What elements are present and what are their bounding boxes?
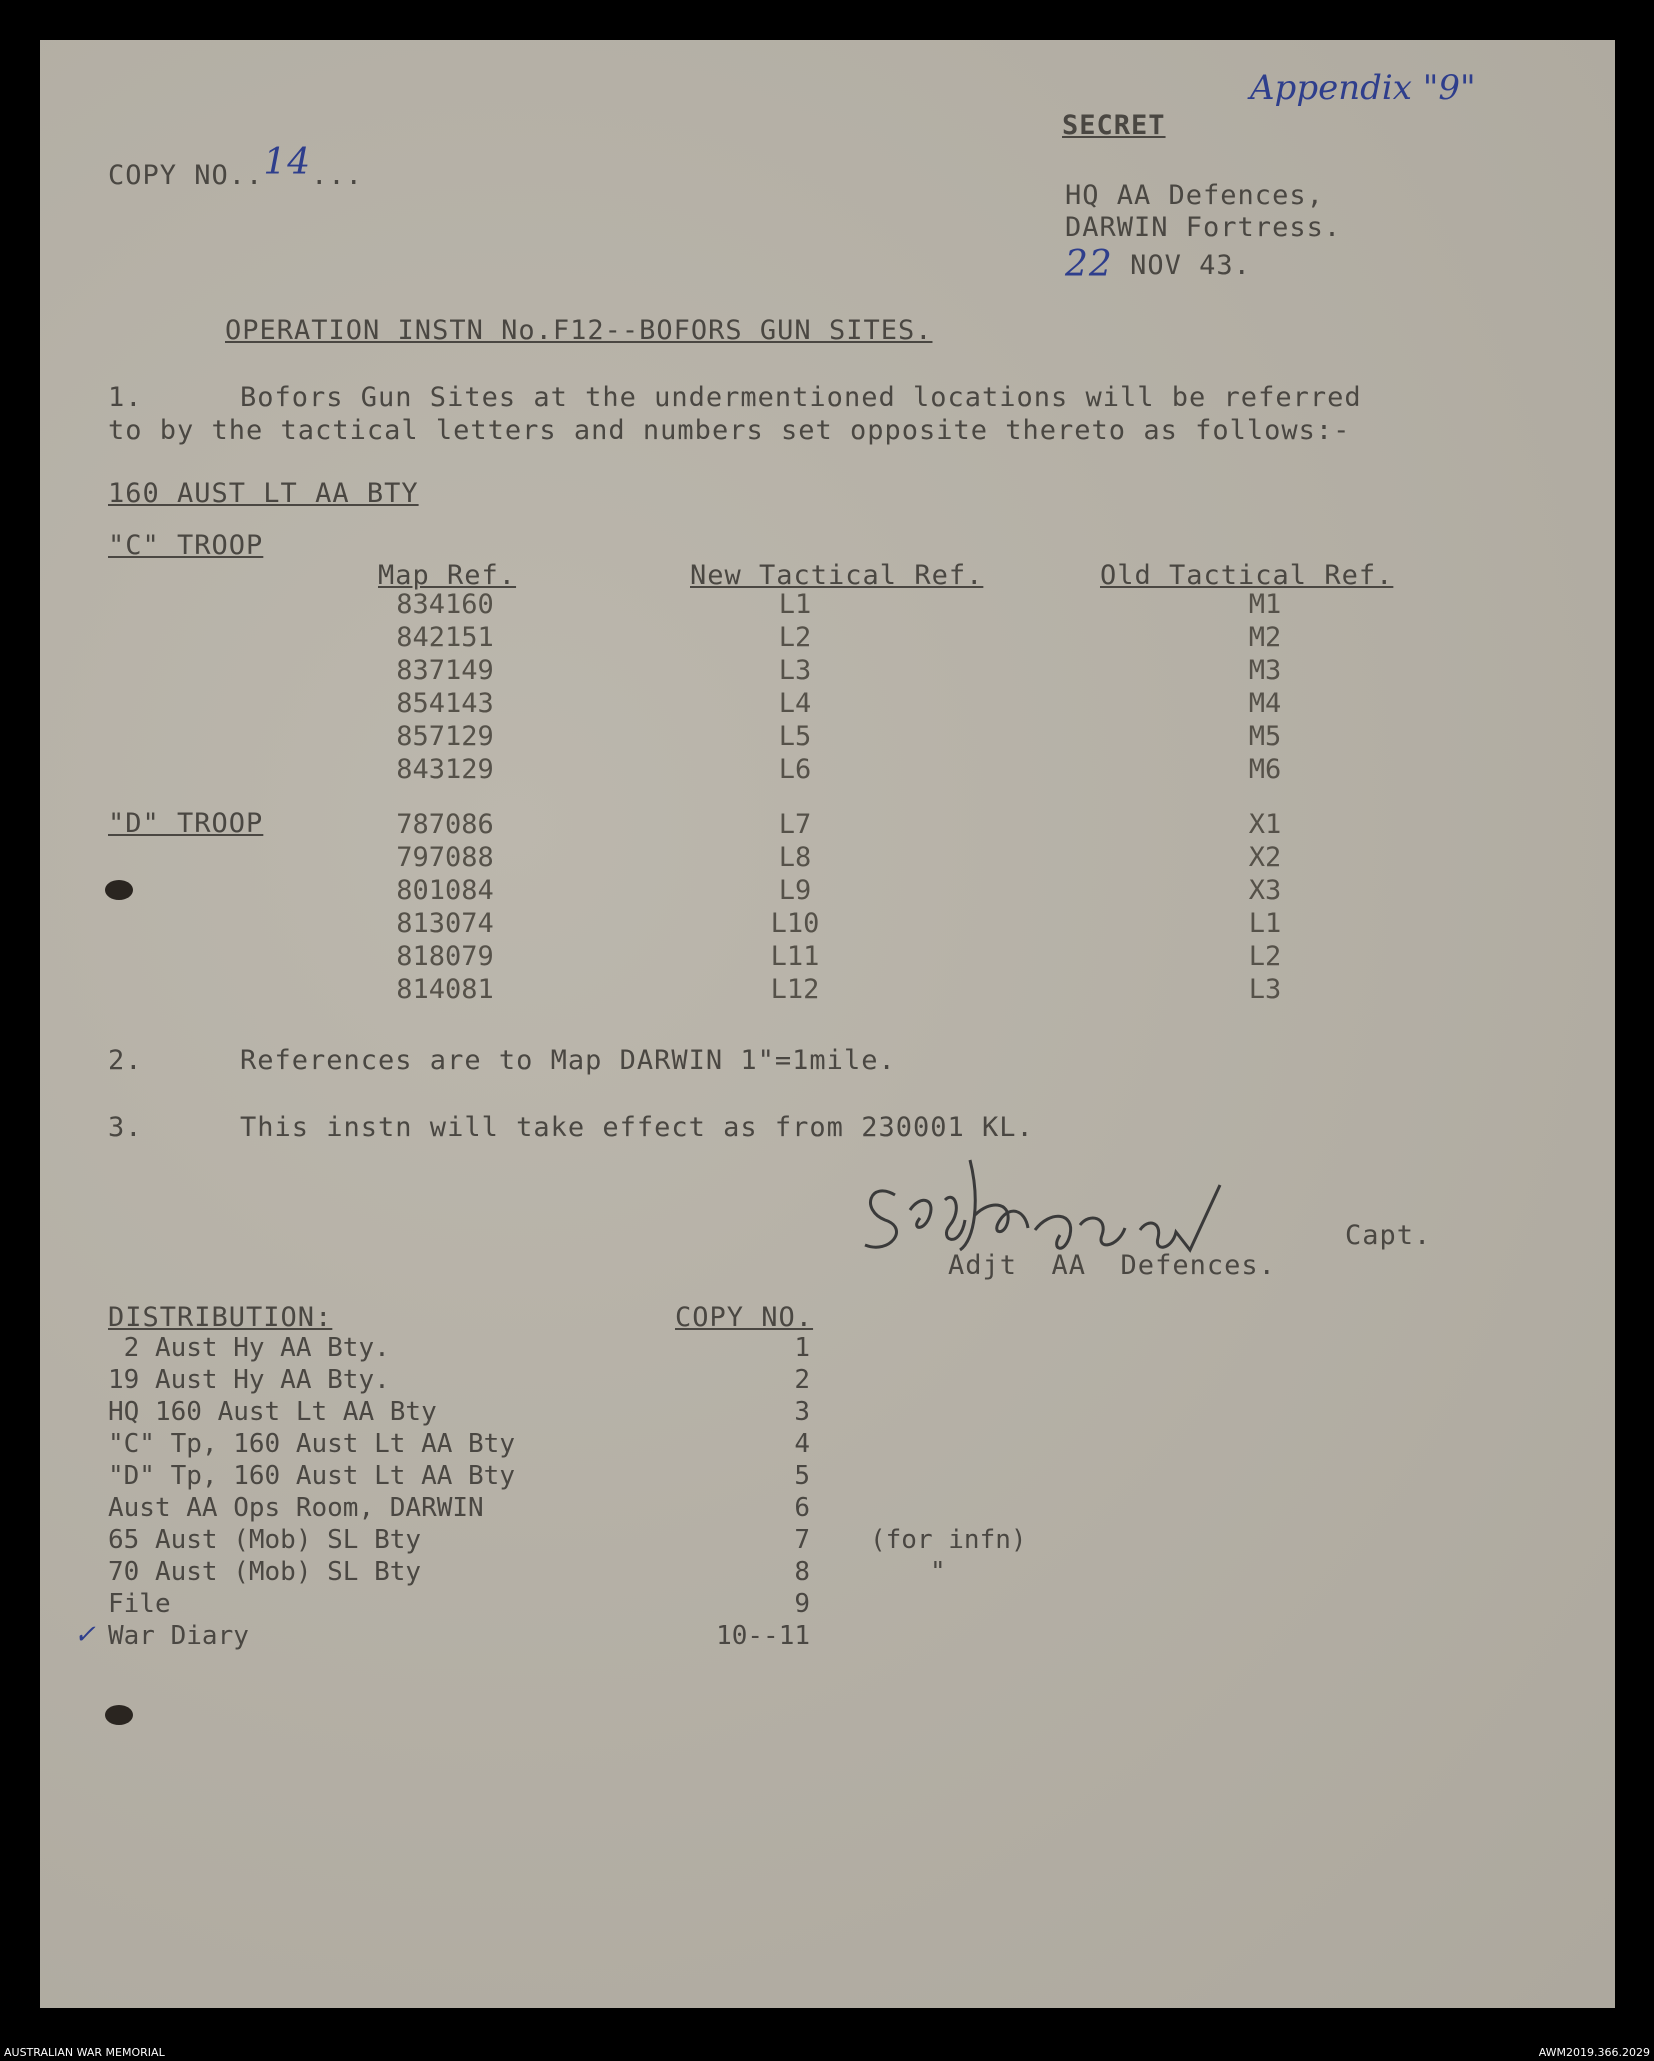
new-tactical-ref: L2 bbox=[778, 622, 812, 653]
new-tactical-ref: L3 bbox=[778, 655, 812, 686]
punch-hole bbox=[105, 880, 133, 900]
old-tactical-ref: M6 bbox=[1248, 754, 1282, 785]
note: " bbox=[930, 1557, 946, 1587]
header-old-tactical-ref: Old Tactical Ref. bbox=[1100, 560, 1394, 591]
distribution-notes bbox=[870, 1332, 1070, 1652]
punch-hole bbox=[105, 1705, 133, 1725]
copy-number: 7 bbox=[794, 1525, 810, 1555]
document-page bbox=[40, 40, 1615, 2008]
new-tactical-ref: L9 bbox=[778, 875, 812, 906]
para-2-text: References are to Map DARWIN 1"=1mile. bbox=[240, 1045, 896, 1076]
header-new-tactical-ref: New Tactical Ref. bbox=[690, 560, 984, 591]
para-1-line-1: Bofors Gun Sites at the undermentioned locations will be referred bbox=[240, 382, 1362, 413]
header-map-ref: Map Ref. bbox=[378, 560, 517, 591]
d-troop-heading: "D" TROOP bbox=[108, 808, 264, 839]
distribution-heading: DISTRIBUTION: bbox=[108, 1302, 333, 1333]
map-ref: 843129 bbox=[396, 754, 494, 785]
map-ref: 854143 bbox=[396, 688, 494, 719]
distribution-recipients bbox=[108, 1332, 628, 1652]
new-tactical-ref: L7 bbox=[778, 809, 812, 840]
old-tactical-ref: L2 bbox=[1248, 941, 1282, 972]
archive-credit: AUSTRALIAN WAR MEMORIAL bbox=[4, 2046, 165, 2059]
para-2-number: 2. bbox=[108, 1045, 143, 1076]
date-day-handwritten: 22 bbox=[1065, 244, 1113, 285]
para-3-text: This instn will take effect as from 230001 KL. bbox=[240, 1112, 1034, 1143]
recipient: 19 Aust Hy AA Bty. bbox=[108, 1365, 390, 1395]
recipient: 65 Aust (Mob) SL Bty bbox=[108, 1525, 422, 1555]
note bbox=[870, 1588, 1070, 1620]
map-ref: 834160 bbox=[396, 589, 494, 620]
document-date: 22 NOV 43. bbox=[1065, 244, 1251, 285]
new-tactical-ref: L5 bbox=[778, 721, 812, 752]
hq-line-1: HQ AA Defences, bbox=[1065, 180, 1324, 211]
copy-number-label: COPY NO..14... bbox=[108, 142, 363, 191]
old-tactical-ref: X3 bbox=[1248, 875, 1282, 906]
copy-number-handwritten: 14 bbox=[263, 142, 312, 183]
new-tactical-ref: L4 bbox=[778, 688, 812, 719]
old-tactical-ref: L3 bbox=[1248, 974, 1282, 1005]
copy-number: 4 bbox=[794, 1429, 810, 1459]
copy-number: 1 bbox=[794, 1333, 810, 1363]
distribution-copy-numbers bbox=[660, 1332, 810, 1652]
note bbox=[870, 1492, 1070, 1524]
signatory-title: Adjt AA Defences. bbox=[948, 1250, 1276, 1281]
map-ref: 857129 bbox=[396, 721, 494, 752]
new-tactical-ref-column bbox=[740, 588, 850, 1006]
recipient: Aust AA Ops Room, DARWIN bbox=[108, 1493, 484, 1523]
map-ref: 814081 bbox=[396, 974, 494, 1005]
map-ref: 797088 bbox=[396, 842, 494, 873]
recipient: "D" Tp, 160 Aust Lt AA Bty bbox=[108, 1461, 515, 1491]
map-ref: 842151 bbox=[396, 622, 494, 653]
copy-number: 2 bbox=[794, 1365, 810, 1395]
old-tactical-ref: X2 bbox=[1248, 842, 1282, 873]
hq-line-2: DARWIN Fortress. bbox=[1065, 212, 1342, 243]
para-1-number: 1. bbox=[108, 382, 143, 413]
old-tactical-ref-column bbox=[1220, 588, 1310, 1006]
new-tactical-ref: L10 bbox=[770, 908, 820, 939]
recipient: File bbox=[108, 1589, 171, 1619]
copy-number: 9 bbox=[794, 1589, 810, 1619]
note: (for infn) bbox=[870, 1525, 1027, 1555]
recipient: War Diary bbox=[108, 1621, 249, 1651]
battery-heading: 160 AUST LT AA BTY bbox=[108, 478, 419, 509]
old-tactical-ref: M5 bbox=[1248, 721, 1282, 752]
map-ref: 818079 bbox=[396, 941, 494, 972]
recipient: 2 Aust Hy AA Bty. bbox=[108, 1333, 390, 1363]
copy-number: 6 bbox=[794, 1493, 810, 1523]
appendix-note: Appendix "9" bbox=[1250, 68, 1476, 108]
new-tactical-ref: L8 bbox=[778, 842, 812, 873]
new-tactical-ref: L11 bbox=[770, 941, 820, 972]
copy-number: 8 bbox=[794, 1557, 810, 1587]
recipient: 70 Aust (Mob) SL Bty bbox=[108, 1557, 422, 1587]
copy-number: 3 bbox=[794, 1397, 810, 1427]
note bbox=[870, 1620, 1070, 1652]
old-tactical-ref: M1 bbox=[1248, 589, 1282, 620]
old-tactical-ref: X1 bbox=[1248, 809, 1282, 840]
new-tactical-ref: L6 bbox=[778, 754, 812, 785]
note bbox=[870, 1396, 1070, 1428]
copy-number-heading: COPY NO. bbox=[675, 1302, 814, 1333]
map-ref: 801084 bbox=[396, 875, 494, 906]
note bbox=[870, 1460, 1070, 1492]
recipient: "C" Tp, 160 Aust Lt AA Bty bbox=[108, 1429, 515, 1459]
c-troop-heading: "C" TROOP bbox=[108, 530, 264, 561]
old-tactical-ref: M4 bbox=[1248, 688, 1282, 719]
old-tactical-ref: M3 bbox=[1248, 655, 1282, 686]
signatory-rank: Capt. bbox=[1345, 1220, 1432, 1251]
document-title: OPERATION INSTN No.F12--BOFORS GUN SITES. bbox=[225, 315, 933, 346]
para-3-number: 3. bbox=[108, 1112, 143, 1143]
old-tactical-ref: M2 bbox=[1248, 622, 1282, 653]
map-ref-column bbox=[370, 588, 520, 1006]
para-1-line-2: to by the tactical letters and numbers set opposite thereto as follows:- bbox=[108, 415, 1351, 446]
new-tactical-ref: L1 bbox=[778, 589, 812, 620]
note bbox=[870, 1428, 1070, 1460]
recipient: HQ 160 Aust Lt AA Bty bbox=[108, 1397, 437, 1427]
new-tactical-ref: L12 bbox=[770, 974, 820, 1005]
map-ref: 787086 bbox=[396, 809, 494, 840]
copy-number: 10--11 bbox=[716, 1621, 810, 1651]
map-ref: 837149 bbox=[396, 655, 494, 686]
note bbox=[870, 1332, 1070, 1364]
tick-mark: ✓ bbox=[74, 1620, 96, 1650]
archive-id: AWM2019.366.2029 bbox=[1538, 2046, 1650, 2059]
secret-marking: SECRET bbox=[1062, 110, 1166, 141]
map-ref: 813074 bbox=[396, 908, 494, 939]
old-tactical-ref: L1 bbox=[1248, 908, 1282, 939]
copy-number: 5 bbox=[794, 1461, 810, 1491]
note bbox=[870, 1364, 1070, 1396]
